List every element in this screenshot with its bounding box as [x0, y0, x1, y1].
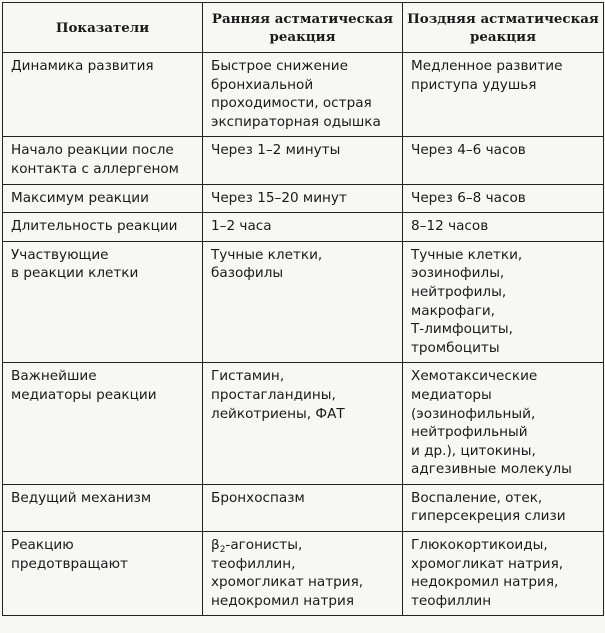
late-cell: Через 6–8 часов [403, 184, 604, 213]
table-row [3, 484, 604, 531]
late-cell: Воспаление, отек, гиперсекреция слизи [403, 484, 604, 531]
row-label: Длительность реакции [3, 213, 203, 242]
header-late-reaction: Поздняя астматическая реакция [403, 3, 604, 53]
table-row [3, 184, 604, 213]
row-label: Динамика развития [3, 53, 203, 137]
table-header-row [3, 3, 604, 53]
row-label: Реакцию предотвращают [3, 532, 203, 616]
table-row [3, 53, 604, 137]
table-row [3, 213, 604, 242]
late-cell: Медленное развитие приступа удушья [403, 53, 604, 137]
late-cell: Глюкокортикоиды, хромогликат натрия, недокромил натрия, теофиллин [403, 532, 604, 616]
row-label: Участвующие в реакции клетки [3, 241, 203, 363]
early-cell: Через 1–2 минуты [203, 137, 403, 184]
header-early-reaction: Ранняя астматическая реакция [203, 3, 403, 53]
late-cell: Через 4–6 часов [403, 137, 604, 184]
table-row [3, 137, 604, 184]
table-row [3, 241, 604, 363]
early-cell: 1–2 часа [203, 213, 403, 242]
table-row [3, 532, 604, 616]
table-row [3, 363, 604, 485]
row-label: Важнейшие медиаторы реакции [3, 363, 203, 485]
comparison-table [2, 2, 604, 616]
late-cell: Хемотаксические медиаторы (эозинофильный, нейтрофильный и др.), цитокины, адгезивные молекулы [403, 363, 604, 485]
early-cell: $\beta_2$-агонисты, теофиллин, хромогликат натрия, недокромил натрия [203, 532, 403, 616]
row-label: Начало реакции после контакта с аллергеном [3, 137, 203, 184]
late-cell: 8–12 часов [403, 213, 604, 242]
early-cell: Тучные клетки, базофилы [203, 241, 403, 363]
header-indicators: Показатели [3, 3, 203, 53]
late-cell: Тучные клетки, эозинофилы, нейтрофилы, макрофаги, Т-лимфоциты, тромбоциты [403, 241, 604, 363]
early-cell: Бронхоспазм [203, 484, 403, 531]
early-cell: Быстрое снижение бронхиальной проходимости, острая экспираторная одышка [203, 53, 403, 137]
row-label: Максимум реакции [3, 184, 203, 213]
early-cell: Гистамин, простагландины, лейкотриены, ФАТ [203, 363, 403, 485]
row-label: Ведущий механизм [3, 484, 203, 531]
early-cell: Через 15–20 минут [203, 184, 403, 213]
